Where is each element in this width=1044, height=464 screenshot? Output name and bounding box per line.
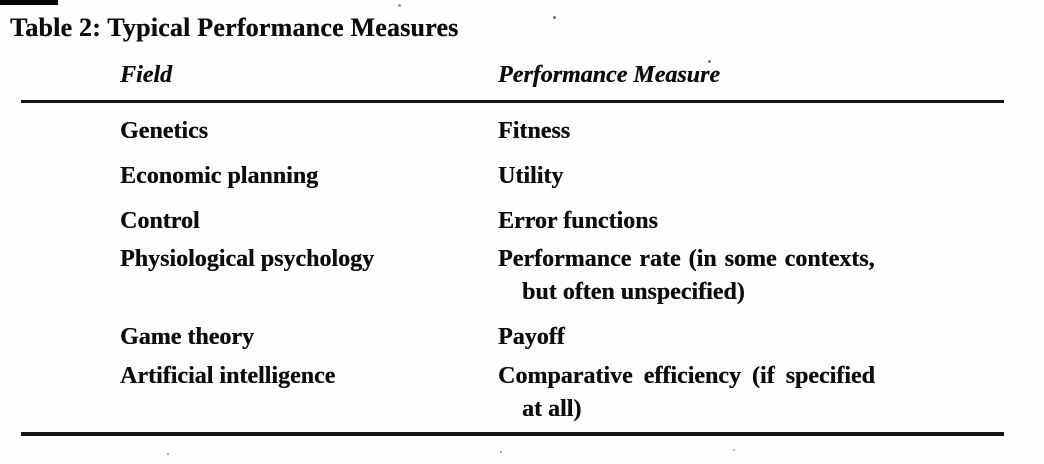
measure-cell xyxy=(498,321,565,354)
field-cell: Economic planning xyxy=(120,163,319,189)
measure-line: Fitness xyxy=(498,118,570,144)
table-title: Table 2: Typical Performance Measures xyxy=(10,13,459,42)
measure-cell xyxy=(498,205,658,238)
measure-line: but often unspecified) xyxy=(522,279,745,305)
bottom-rule xyxy=(21,432,1004,436)
column-header-measure: Performance Measure xyxy=(498,62,720,88)
measure-line: at all) xyxy=(522,396,582,422)
top-rule xyxy=(21,100,1004,103)
measure-cell xyxy=(498,115,570,148)
column-header-field: Field xyxy=(120,62,172,88)
measure-line: Comparative efficiency (if specified xyxy=(498,363,875,389)
field-cell: Artificial intelligence xyxy=(120,363,336,389)
measure-line: Error functions xyxy=(498,208,658,234)
measure-cell xyxy=(498,360,875,426)
scan-speck xyxy=(167,453,169,455)
field-cell: Game theory xyxy=(120,324,254,350)
measure-line: Payoff xyxy=(498,324,565,350)
field-cell: Control xyxy=(120,208,200,234)
scan-speck xyxy=(500,451,502,453)
field-cell: Genetics xyxy=(120,118,208,144)
scan-speck xyxy=(398,4,401,7)
scan-speck xyxy=(733,449,735,451)
measure-cell xyxy=(498,243,875,309)
measure-line: Performance rate (in some contexts, xyxy=(498,246,875,272)
field-cell: Physiological psychology xyxy=(120,246,375,272)
scan-speck xyxy=(553,16,556,19)
scan-artifact-corner xyxy=(0,0,58,5)
measure-line: Utility xyxy=(498,163,564,189)
measure-cell xyxy=(498,160,563,193)
